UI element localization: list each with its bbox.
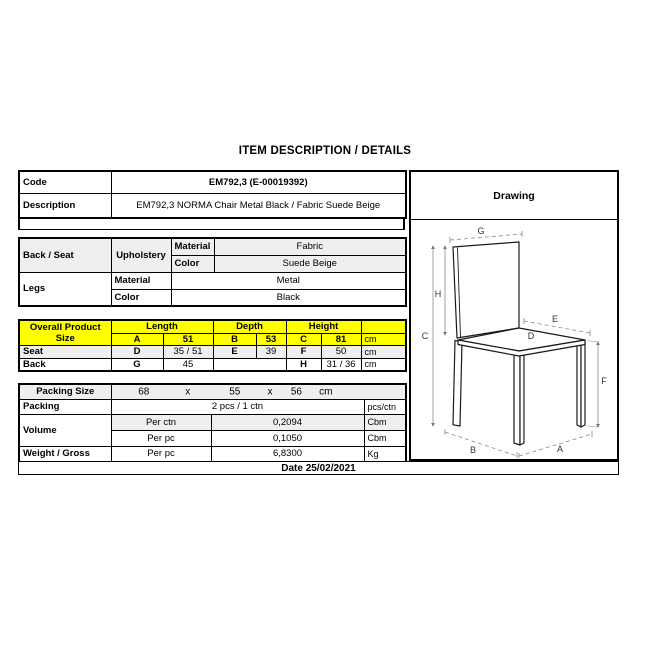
upholstery-color-label: Color bbox=[171, 255, 214, 272]
chair-drawing bbox=[411, 220, 617, 458]
dim-label-h: H bbox=[434, 289, 442, 299]
seat-unit: cm bbox=[361, 345, 406, 358]
length-header: Length bbox=[111, 320, 213, 333]
upholstery-color-value: Suede Beige bbox=[214, 255, 406, 272]
date-row bbox=[18, 461, 619, 475]
chair-backrest bbox=[453, 242, 519, 338]
packing-size-values bbox=[111, 384, 406, 399]
dim-key-h: H bbox=[286, 358, 321, 371]
dim-val-a: 51 bbox=[163, 333, 213, 345]
dim-key-b: B bbox=[213, 333, 256, 345]
description-label: Description bbox=[19, 193, 111, 218]
legs-label: Legs bbox=[19, 272, 111, 306]
overall-size-line1: Overall Product bbox=[29, 321, 101, 333]
dim-val-d: 35 / 51 bbox=[163, 345, 213, 358]
code-label: Code bbox=[19, 171, 111, 193]
chair-front-leg-right-face bbox=[520, 352, 524, 446]
dim-key-c: C bbox=[286, 333, 321, 345]
packing-size-label: Packing Size bbox=[19, 384, 111, 399]
upholstery-material-label: Material bbox=[171, 238, 214, 255]
packing-value: 2 pcs / 1 ctn bbox=[111, 399, 364, 414]
packing-label: Packing bbox=[19, 399, 111, 414]
volume-per-ctn-value: 0,2094 bbox=[211, 414, 364, 430]
weight-unit: Kg bbox=[364, 446, 406, 462]
code-description-table bbox=[18, 170, 407, 219]
spec-sheet bbox=[18, 170, 619, 475]
upholstery-material-value: Fabric bbox=[214, 238, 406, 255]
size-unit-header-empty bbox=[361, 320, 406, 333]
chair-front-leg-left-face bbox=[514, 351, 520, 446]
dim-val-e: 39 bbox=[256, 345, 286, 358]
packing-size-dim1: 68 bbox=[138, 386, 150, 398]
weight-value: 6,8300 bbox=[211, 446, 364, 462]
packing-table bbox=[18, 383, 407, 463]
volume-per-pc-value: 0,1050 bbox=[211, 430, 364, 446]
drawing-header: Drawing bbox=[411, 172, 617, 220]
overall-size-label bbox=[19, 320, 111, 345]
dim-val-f: 50 bbox=[321, 345, 361, 358]
overall-size-line2: Size bbox=[55, 332, 75, 344]
dim-key-d: D bbox=[111, 345, 163, 358]
date-text: Date 25/02/2021 bbox=[281, 462, 356, 474]
packing-unit: pcs/ctn bbox=[364, 399, 406, 414]
upholstery-label: Upholstery bbox=[111, 238, 171, 272]
volume-per-pc-label: Per pc bbox=[111, 430, 211, 446]
dim-label-g: G bbox=[477, 226, 485, 236]
dim-label-c: C bbox=[421, 331, 429, 341]
chair-shape bbox=[453, 242, 585, 445]
dim-label-a: A bbox=[556, 444, 564, 454]
height-header: Height bbox=[286, 320, 361, 333]
dim-label-f: F bbox=[601, 376, 607, 386]
overall-unit: cm bbox=[361, 333, 406, 345]
size-table bbox=[18, 319, 407, 372]
volume-per-pc-unit: Cbm bbox=[364, 430, 406, 446]
packing-size-sep2: x bbox=[267, 386, 273, 398]
dim-label-b: B bbox=[469, 445, 477, 455]
description-value: EM792,3 NORMA Chair Metal Black / Fabric Suede Beige bbox=[111, 193, 406, 218]
drawing-panel bbox=[409, 170, 619, 461]
dim-key-f: F bbox=[286, 345, 321, 358]
dim-val-b: 53 bbox=[256, 333, 286, 345]
back-row-label: Back bbox=[19, 358, 111, 371]
dim-key-g: G bbox=[111, 358, 163, 371]
dim-label-d: D bbox=[527, 331, 535, 341]
volume-per-ctn-label: Per ctn bbox=[111, 414, 211, 430]
back-unit: cm bbox=[361, 358, 406, 371]
weight-per-label: Per pc bbox=[111, 446, 211, 462]
dim-label-e: E bbox=[551, 314, 559, 324]
dim-val-h: 31 / 36 bbox=[321, 358, 361, 371]
packing-size-unit: cm bbox=[319, 386, 333, 398]
chair-back-left-leg bbox=[453, 341, 462, 427]
page-title: ITEM DESCRIPTION / DETAILS bbox=[238, 145, 412, 157]
code-value: EM792,3 (E-00019392) bbox=[111, 171, 406, 193]
materials-table bbox=[18, 237, 407, 307]
volume-label: Volume bbox=[19, 414, 111, 446]
packing-size-sep1: x bbox=[185, 386, 191, 398]
volume-per-ctn-unit: Cbm bbox=[364, 414, 406, 430]
seat-row-label: Seat bbox=[19, 345, 111, 358]
back-seat-label: Back / Seat bbox=[19, 238, 111, 272]
spacer-row bbox=[18, 219, 405, 230]
dim-key-e: E bbox=[213, 345, 256, 358]
legs-color-value: Black bbox=[171, 289, 406, 306]
packing-size-dim2: 55 bbox=[229, 386, 241, 398]
legs-material-value: Metal bbox=[171, 272, 406, 289]
weight-label: Weight / Gross bbox=[19, 446, 111, 462]
back-row-empty bbox=[213, 358, 286, 371]
legs-material-label: Material bbox=[111, 272, 171, 289]
dim-val-g: 45 bbox=[163, 358, 213, 371]
depth-header: Depth bbox=[213, 320, 286, 333]
legs-color-label: Color bbox=[111, 289, 171, 306]
dim-val-c: 81 bbox=[321, 333, 361, 345]
chair-right-leg-right-face bbox=[581, 341, 585, 427]
packing-size-dim3: 56 bbox=[290, 386, 302, 398]
dim-key-a: A bbox=[111, 333, 163, 345]
